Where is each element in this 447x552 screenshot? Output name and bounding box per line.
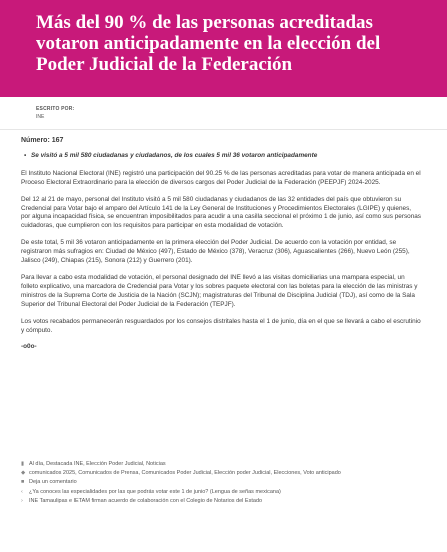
chevron-left-icon: ‹ <box>21 488 23 495</box>
article-title: Más del 90 % de las personas acreditadas votaron anticipadamente en la elección del Poder Judicial de la Federación <box>36 12 381 75</box>
comment-icon: ■ <box>21 479 25 486</box>
paragraph-1: El Instituto Nacional Electoral (INE) registró una participación del 90.25 % de las personas acreditadas para votar de manera anticipada en el Proceso Electoral Extraordinario para la elección de diversos cargos del Poder Judicial de la Federación (PEEPJF) 2024-2025. <box>21 169 421 186</box>
paragraph-3: De este total, 5 mil 36 votaron anticipadamente en la primera elección del Poder Judicial. De acuerdo con la votación por entidad, se registraron más sufragios en: Ciudad de México (497), Estado de México (378), Veracruz (306), Aguascalientes (266), Nuevo León (255), Jalisco (249), Chiapas (215), Sonora (212) y Guerrero (201). <box>21 239 410 265</box>
paragraph-2: Del 12 al 21 de mayo, personal del Instituto visitó a 5 mil 580 ciudadanas y ciudadanos de las 32 entidades del país que obtuvieron su Credencial para Votar bajo el amparo del Artículo 141 de la Ley General de Instituciones y Procedimientos Electorales (LGIPE) y quienes, por alguna incapacidad física, se encuentran imposibilitados para acudir a una casilla seccional el próximo 1 de junio, así como sus personas cuidadoras, que cumplieron con los requisitos para participar en esta modalidad de votación. <box>21 195 421 230</box>
press-release-number: Número: 167 <box>21 137 64 144</box>
tags-links[interactable]: comunicados 2025, Comunicados de Prensa, Comunicados Poder Judicial, Elección poder Judicial, Elecciones, Voto anticipado <box>29 470 341 477</box>
prev-post-row <box>21 488 427 497</box>
chevron-right-icon: › <box>21 497 23 504</box>
paragraph-4: Para llevar a cabo esta modalidad de votación, el personal designado del INE llevó a las visitas domiciliarias una mampara especial, un folleto explicativo, una marcadora de Credencial para Votar y los sobres paquete electoral con las boletas para la elección de las ministras y ministros de la Suprema Corte de Justicia de la Nación (SCJN); magistraturas del Tribunal de Disciplina Judicial (TDJ), así como de la Sala Superior del Tribunal Electoral del Poder Judicial de la Federación (TEPJF). <box>21 273 418 308</box>
folder-icon: ▮ <box>21 461 25 467</box>
tag-icon: ◆ <box>21 470 26 477</box>
paragraph-5: Los votos recabados permanecerán resguardados por los consejos distritales hasta el 1 de junio, día en el que se llevará a cabo el escrutinio y cómputo. <box>21 317 421 334</box>
comment-row <box>21 478 427 487</box>
post-footer <box>21 460 427 506</box>
closing-mark: -o0o- <box>21 343 37 351</box>
author-name[interactable]: INE <box>36 114 45 120</box>
tags-row <box>21 469 427 478</box>
categories-row <box>21 460 427 469</box>
next-post-row <box>21 497 427 506</box>
categories-links[interactable]: Al día, Destacada INE, Elección Poder Judicial, Noticias <box>29 461 166 467</box>
next-post-link[interactable]: INE Tamaulipas e IETAM firman acuerdo de colaboración con el Colegio de Notarios del Estado <box>29 497 263 504</box>
article-body <box>0 130 447 352</box>
article-meta <box>0 97 447 130</box>
comment-link[interactable]: Deja un comentario <box>29 479 77 486</box>
prev-post-link[interactable]: ¿Ya conoces las especialidades por las que podrás votar este 1 de junio? (Lengua de señas mexicana) <box>29 488 281 495</box>
highlight-bullet: ▪ Se visitó a 5 mil 580 ciudadanas y ciudadanos, de los cuales 5 mil 36 votaron anticipadamente <box>21 152 421 161</box>
written-by-label: ESCRITO POR: <box>36 106 75 112</box>
article-header <box>0 0 447 97</box>
